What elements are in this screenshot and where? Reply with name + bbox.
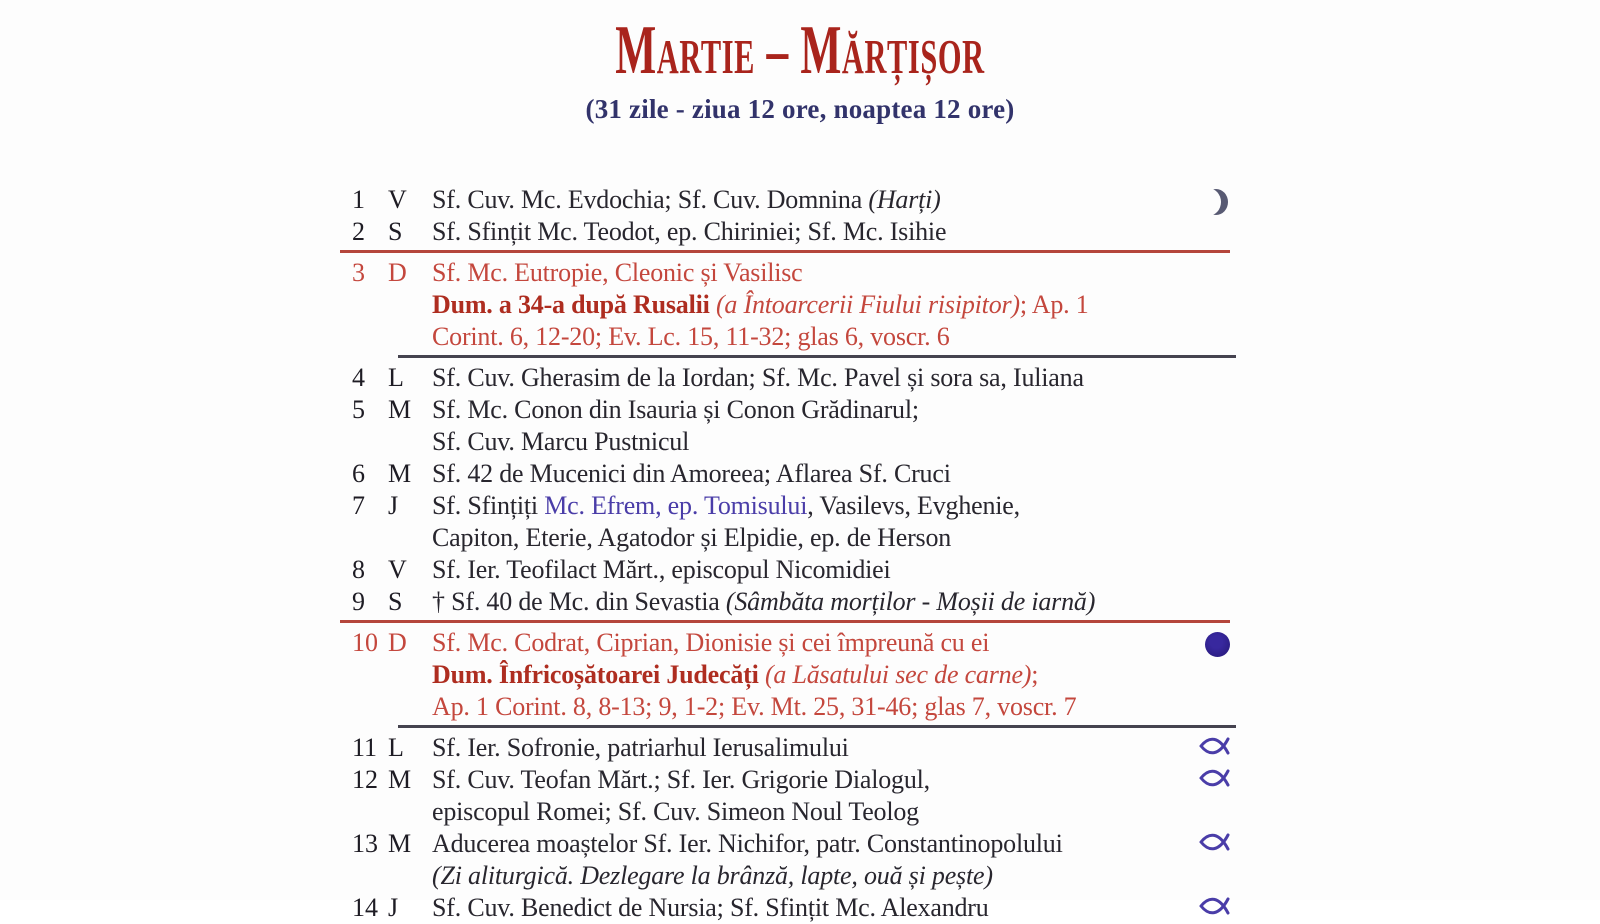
weekday-letter: L (388, 363, 404, 392)
entry-line (432, 216, 1187, 248)
month-subtitle: (31 zile - ziua 12 ore, noaptea 12 ore) (585, 94, 1015, 124)
weekday-letter: S (388, 217, 403, 246)
weekday-letter: M (388, 829, 412, 858)
day-number: 13 (352, 829, 378, 858)
entry-line (432, 732, 1187, 764)
month-title-text: Martie – Mărțișor (615, 12, 985, 89)
entry-line (432, 490, 1187, 522)
day-label (352, 627, 432, 659)
separator-rule (398, 725, 1236, 728)
entry-line (432, 458, 1187, 490)
entry-line (432, 586, 1187, 618)
day-number: 12 (352, 765, 378, 794)
weekday-letter: D (388, 258, 407, 287)
calendar-row-2 (352, 216, 1247, 248)
day-label (352, 184, 432, 216)
entry-text: (a Întoarcerii Fiului risipitor) (715, 290, 1020, 319)
fish-icon (1199, 735, 1235, 757)
day-icon-slot (1187, 586, 1247, 589)
weekday-letter: J (388, 491, 399, 520)
weekday-letter: D (388, 628, 407, 657)
day-number: 14 (352, 893, 378, 922)
day-icon-slot (1187, 184, 1247, 215)
day-icon-slot (1187, 554, 1247, 557)
day-number: 10 (352, 628, 378, 657)
calendar-row-1 (352, 184, 1247, 216)
day-entries (432, 184, 1187, 216)
day-icon-slot (1187, 257, 1247, 260)
entry-line (432, 796, 1187, 828)
calendar-row-3 (352, 257, 1247, 353)
entry-text: Aducerea moaștelor Sf. Ier. Nichifor, patr. Constantinopolului (432, 829, 1063, 858)
entry-text: † Sf. 40 de Mc. din Sevastia (432, 587, 726, 616)
entry-line (432, 362, 1187, 394)
calendar-row-12 (352, 764, 1247, 828)
day-label (352, 362, 432, 394)
day-label (352, 554, 432, 586)
day-icon-slot (1187, 394, 1247, 397)
day-label (352, 216, 432, 248)
entry-line (432, 321, 1187, 353)
calendar-row-9 (352, 586, 1247, 618)
entry-text: Dum. Înfricoșătoarei Judecăți (432, 660, 765, 689)
entry-line (432, 627, 1187, 659)
entry-line (432, 892, 1187, 924)
day-label (352, 394, 432, 426)
entry-text: Sf. Mc. Codrat, Ciprian, Dionisie și cei împreună cu ei (432, 628, 990, 657)
entry-line (432, 184, 1187, 216)
day-icon-slot (1187, 732, 1247, 757)
weekday-letter: V (388, 555, 407, 584)
fish-icon (1199, 895, 1235, 917)
calendar-row-7 (352, 490, 1247, 554)
entry-text: Ap. 1 Corint. 8, 8-13; 9, 1-2; Ev. Mt. 25, 31-46; glas 7, voscr. 7 (432, 692, 1077, 721)
calendar-row-11 (352, 732, 1247, 764)
day-number: 11 (352, 733, 378, 762)
separator-rule (340, 250, 1230, 253)
day-icon-slot (1187, 216, 1247, 219)
day-number: 9 (352, 587, 365, 616)
fish-icon (1199, 767, 1235, 789)
weekday-letter: V (388, 185, 407, 214)
day-entries (432, 828, 1187, 892)
day-entries (432, 257, 1187, 353)
day-number: 7 (352, 491, 365, 520)
entry-text: Sf. Cuv. Mc. Evdochia; Sf. Cuv. Domnina (432, 185, 869, 214)
entry-line (432, 554, 1187, 586)
calendar-row-6 (352, 458, 1247, 490)
entry-text: Sf. Cuv. Teofan Mărt.; Sf. Ier. Grigorie Dialogul, (432, 765, 930, 794)
day-icon-slot (1187, 490, 1247, 493)
entry-text: Capiton, Eterie, Agatodor și Elpidie, ep. de Herson (432, 523, 952, 552)
entry-text: Sf. Mc. Conon din Isauria și Conon Grădinarul; (432, 395, 919, 424)
entry-text: , Vasilevs, Evghenie, (807, 491, 1020, 520)
calendar-row-4 (352, 362, 1247, 394)
day-label (352, 828, 432, 860)
day-number: 8 (352, 555, 365, 584)
day-number: 3 (352, 258, 365, 287)
day-entries (432, 627, 1187, 723)
weekday-letter: L (388, 733, 404, 762)
entry-line (432, 691, 1187, 723)
day-entries (432, 732, 1187, 764)
day-label (352, 892, 432, 924)
entry-text: Sf. Sfințit Mc. Teodot, ep. Chiriniei; Sf. Mc. Isihie (432, 217, 947, 246)
entry-text: (Sâmbăta morților - Moșii de iarnă) (725, 587, 1096, 616)
fish-icon (1199, 831, 1235, 853)
day-icon-slot (1187, 764, 1247, 789)
entry-text: Sf. Cuv. Marcu Pustnicul (432, 427, 690, 456)
day-entries (432, 554, 1187, 586)
weekday-letter: M (388, 459, 412, 488)
day-number: 5 (352, 395, 365, 424)
day-icon-slot (1187, 362, 1247, 365)
entry-line (432, 860, 1187, 892)
entry-line (432, 426, 1187, 458)
calendar-header (0, 0, 1600, 125)
entry-line (432, 764, 1187, 796)
day-entries (432, 458, 1187, 490)
entry-text: (Zi aliturgică. Dezlegare la brânză, lapte, ouă și pește) (432, 861, 993, 890)
entry-text: (Harți) (868, 185, 941, 214)
day-icon-slot (1187, 458, 1247, 461)
entry-line (432, 289, 1187, 321)
day-entries (432, 362, 1187, 394)
entry-line (432, 522, 1187, 554)
day-entries (432, 892, 1187, 924)
entry-text: Sf. Mc. Eutropie, Cleonic și Vasilisc (432, 258, 803, 287)
day-number: 2 (352, 217, 365, 246)
new-moon-icon (1205, 632, 1230, 657)
day-entries (432, 394, 1187, 458)
day-number: 6 (352, 459, 365, 488)
day-label (352, 764, 432, 796)
entry-text: Sf. Ier. Teofilact Mărt., episcopul Nicomidiei (432, 555, 891, 584)
day-entries (432, 490, 1187, 554)
weekday-letter: M (388, 765, 412, 794)
entry-line (432, 828, 1187, 860)
calendar-row-13 (352, 828, 1247, 892)
entry-text: Dum. a 34-a după Rusalii (432, 290, 716, 319)
entry-text: Sf. Sfințiți (432, 491, 545, 520)
entry-text: Sf. Ier. Sofronie, patriarhul Ierusalimului (432, 733, 849, 762)
calendar-row-8 (352, 554, 1247, 586)
day-entries (432, 216, 1187, 248)
entry-text: ; Ap. 1 (1019, 290, 1089, 319)
day-label (352, 458, 432, 490)
entry-line (432, 394, 1187, 426)
weekday-letter: S (388, 587, 403, 616)
weekday-letter: J (388, 893, 399, 922)
entry-text: Sf. Cuv. Gherasim de la Iordan; Sf. Mc. Pavel și sora sa, Iuliana (432, 363, 1084, 392)
weekday-letter: M (388, 395, 412, 424)
entry-line (432, 257, 1187, 289)
entry-text: Sf. 42 de Mucenici din Amoreea; Aflarea Sf. Cruci (432, 459, 951, 488)
day-list (352, 184, 1247, 924)
day-number: 4 (352, 363, 365, 392)
separator-rule (340, 620, 1230, 623)
entry-line (432, 659, 1187, 691)
day-label (352, 732, 432, 764)
day-number: 1 (352, 185, 365, 214)
day-entries (432, 586, 1187, 618)
day-icon-slot (1187, 627, 1247, 657)
day-label (352, 257, 432, 289)
day-icon-slot (1187, 892, 1247, 917)
calendar-row-14 (352, 892, 1247, 924)
calendar-row-5 (352, 394, 1247, 458)
entry-text: Corint. 6, 12-20; Ev. Lc. 15, 11-32; glas 6, voscr. 6 (432, 322, 950, 351)
day-icon-slot (1187, 828, 1247, 853)
calendar-row-10 (352, 627, 1247, 723)
entry-text: (a Lăsatului sec de carne) (764, 660, 1032, 689)
day-label (352, 586, 432, 618)
entry-text: ; (1031, 660, 1039, 689)
entry-text: episcopul Romei; Sf. Cuv. Simeon Noul Teolog (432, 797, 919, 826)
last-quarter-moon-icon (1206, 189, 1228, 215)
entry-text: Sf. Cuv. Benedict de Nursia; Sf. Sfințit Mc. Alexandru (432, 893, 989, 922)
day-label (352, 490, 432, 522)
month-title (0, 12, 1600, 89)
separator-rule (398, 355, 1236, 358)
day-entries (432, 764, 1187, 828)
entry-text: Mc. Efrem, ep. Tomisului (544, 491, 808, 520)
